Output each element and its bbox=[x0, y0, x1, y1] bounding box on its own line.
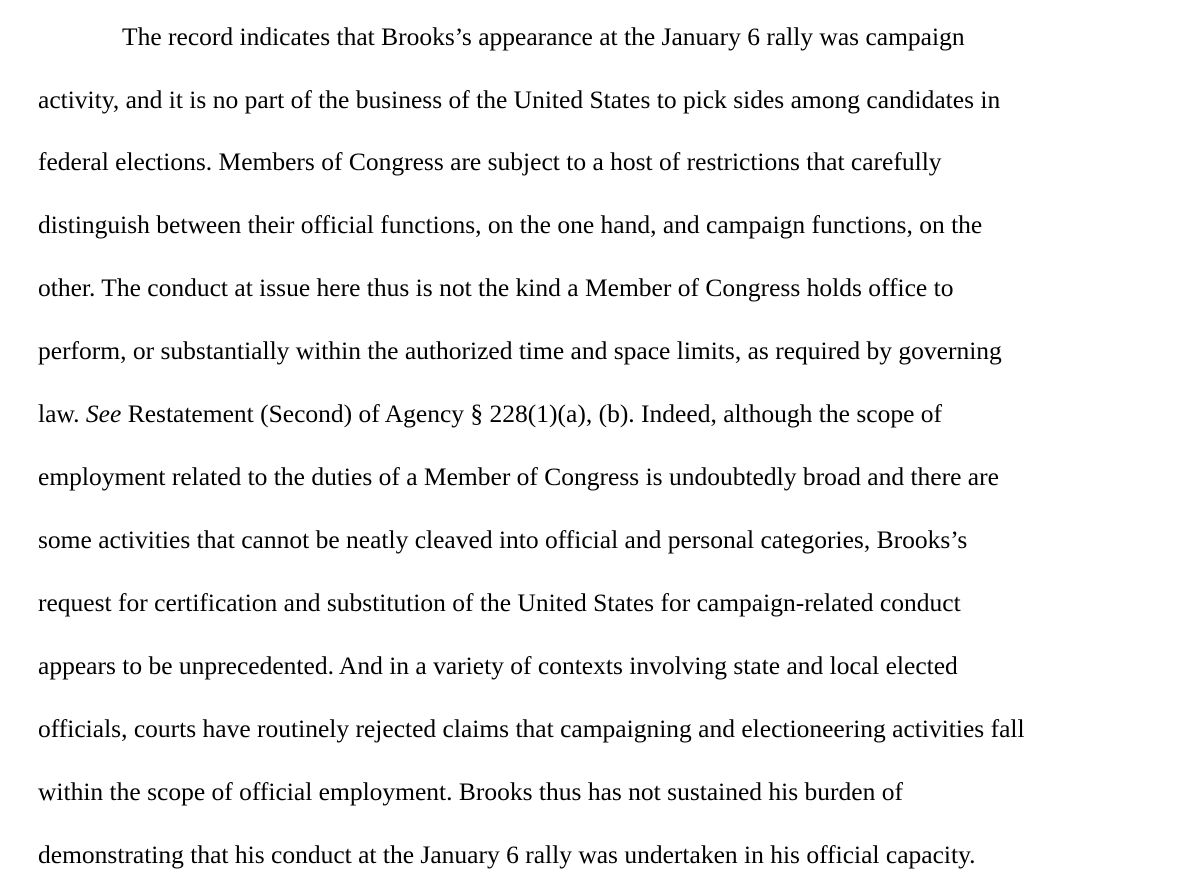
paragraph-line-4: distinguish between their official functions, on the one hand, and campaign functions, on the bbox=[38, 210, 983, 239]
paragraph-line-10: request for certification and substitution of the United States for campaign-related conduct bbox=[38, 588, 961, 617]
line-7-citation: Restatement (Second) of Agency § 228(1)(a), (b). Indeed, although the scope of bbox=[121, 399, 943, 428]
paragraph-line-3: federal elections. Members of Congress are subject to a host of restrictions that carefully bbox=[38, 147, 942, 176]
paragraph-line-1: The record indicates that Brooks’s appearance at the January 6 rally was campaign bbox=[122, 22, 965, 51]
paragraph-line-5: other. The conduct at issue here thus is not the kind a Member of Congress holds office to bbox=[38, 273, 954, 302]
line-7-prefix: law. bbox=[38, 399, 86, 428]
paragraph-line-14: demonstrating that his conduct at the January 6 rally was undertaken in his official capacity. bbox=[38, 840, 976, 869]
paragraph-line-9: some activities that cannot be neatly cleaved into official and personal categories, Brooks’s bbox=[38, 525, 968, 554]
paragraph-line-13: within the scope of official employment. Brooks thus has not sustained his burden of bbox=[38, 777, 903, 806]
citation-signal-see: See bbox=[85, 399, 122, 428]
paragraph-line-6: perform, or substantially within the authorized time and space limits, as required by governing bbox=[38, 336, 1002, 365]
paragraph-line-2: activity, and it is no part of the business of the United States to pick sides among candidates in bbox=[38, 85, 1001, 114]
paragraph-line-7 bbox=[38, 399, 942, 429]
paragraph-line-8: employment related to the duties of a Member of Congress is undoubtedly broad and there are bbox=[38, 462, 999, 491]
paragraph-line-11: appears to be unprecedented. And in a variety of contexts involving state and local elected bbox=[38, 651, 958, 680]
paragraph-line-12: officials, courts have routinely rejected claims that campaigning and electioneering activities fall bbox=[38, 714, 1025, 743]
